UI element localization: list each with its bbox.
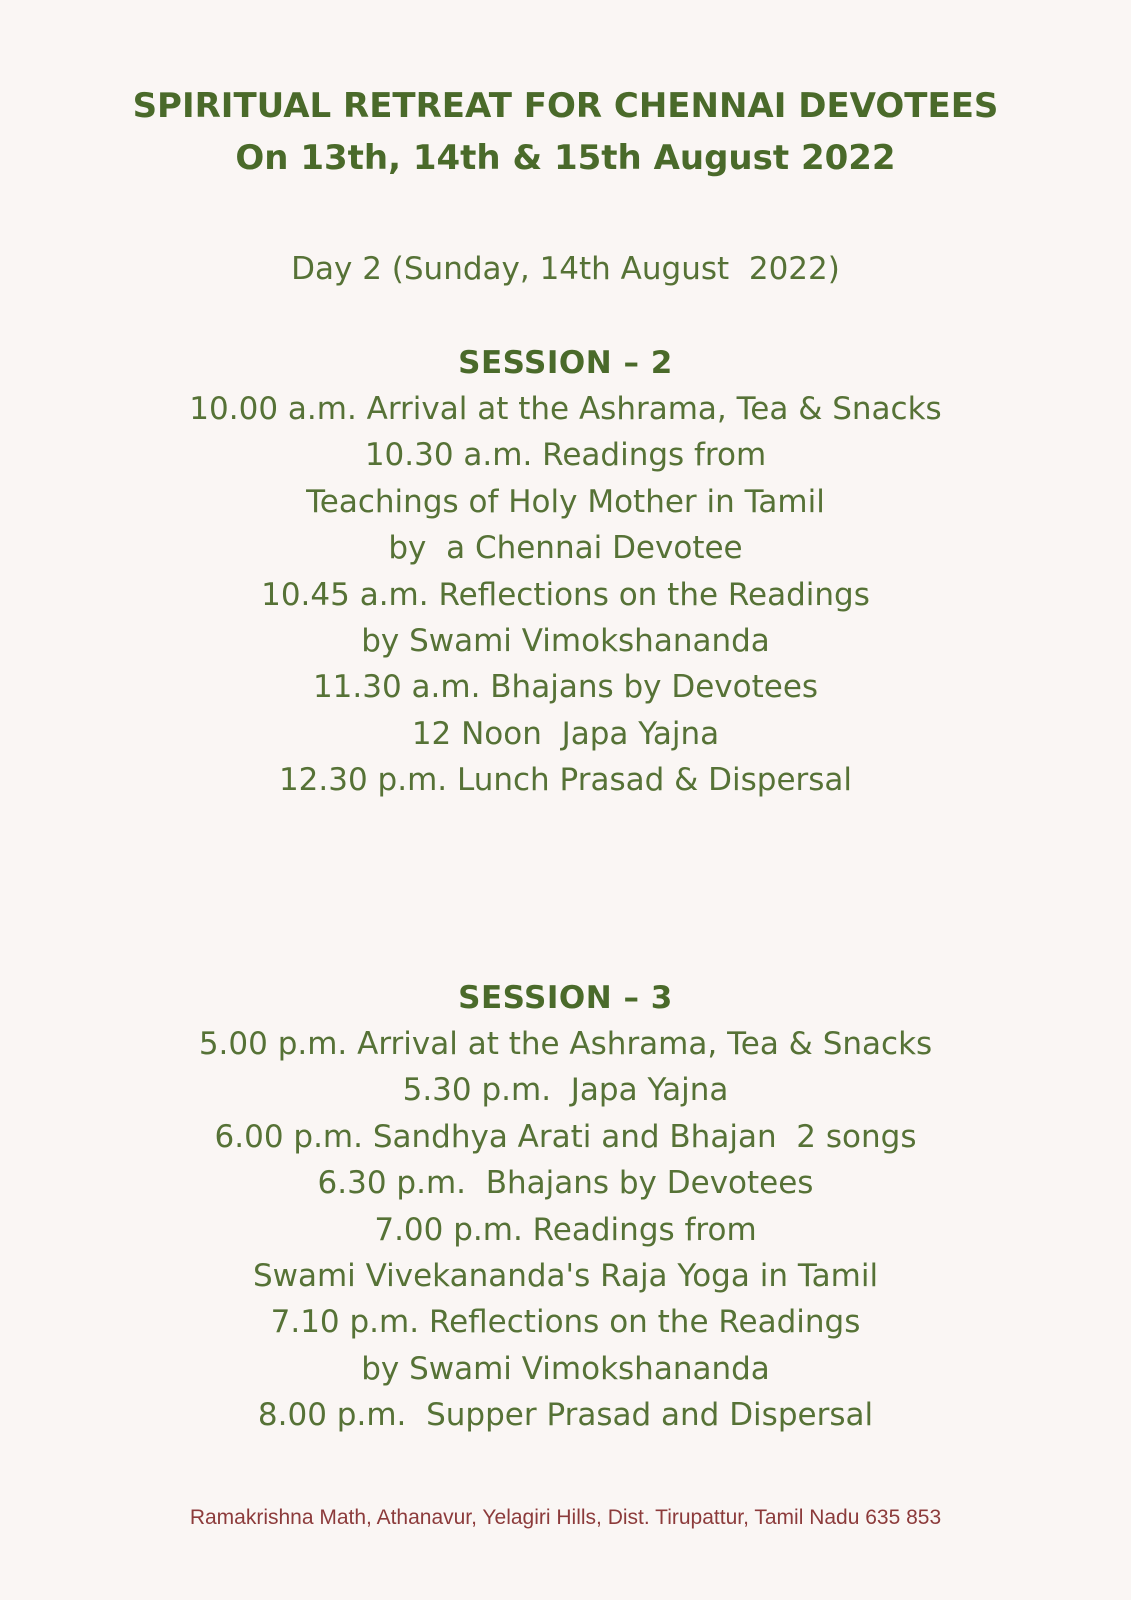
- schedule-line: 10.30 a.m. Readings from: [364, 437, 767, 474]
- schedule-line: 11.30 a.m. Bhajans by Devotees: [312, 669, 819, 706]
- schedule-line: by Swami Vimokshananda: [361, 623, 770, 660]
- page-title: SPIRITUAL RETREAT FOR CHENNAI DEVOTEES: [132, 86, 999, 126]
- schedule-line: 7.00 p.m. Readings from: [374, 1211, 757, 1248]
- session-2-heading: SESSION – 2: [458, 345, 673, 381]
- session-2-block: [0, 340, 1131, 804]
- schedule-line: by a Chennai Devotee: [388, 530, 743, 567]
- schedule-line: Teachings of Holy Mother in Tamil: [306, 483, 825, 520]
- schedule-line: Swami Vivekananda's Raja Yoga in Tamil: [252, 1258, 879, 1295]
- schedule-line: 6.00 p.m. Sandhya Arati and Bhajan 2 songs: [214, 1118, 917, 1155]
- schedule-line: 12 Noon Japa Yajna: [411, 715, 720, 752]
- schedule-line: 8.00 p.m. Supper Prasad and Dispersal: [257, 1397, 874, 1434]
- schedule-line: 10.00 a.m. Arrival at the Ashrama, Tea & Snacks: [189, 391, 942, 427]
- day-heading: Day 2 (Sunday, 14th August 2022): [291, 251, 840, 287]
- schedule-line: 12.30 p.m. Lunch Prasad & Dispersal: [278, 762, 853, 799]
- session-3-heading: SESSION – 3: [458, 980, 673, 1016]
- event-dates: On 13th, 14th & 15th August 2022: [235, 138, 896, 178]
- schedule-line: 10.45 a.m. Reflections on the Readings: [261, 576, 870, 613]
- footer-address: Ramakrishna Math, Athanavur, Yelagiri Hills, Dist. Tirupattur, Tamil Nadu 635 853: [189, 1506, 942, 1529]
- schedule-line: 7.10 p.m. Reflections on the Readings: [270, 1304, 861, 1341]
- session-3-block: [0, 975, 1131, 1439]
- schedule-line: 6.30 p.m. Bhajans by Devotees: [317, 1165, 814, 1202]
- schedule-line: by Swami Vimokshananda: [361, 1350, 770, 1387]
- schedule-line: 5.30 p.m. Japa Yajna: [402, 1072, 729, 1109]
- schedule-line: 5.00 p.m. Arrival at the Ashrama, Tea & Snacks: [198, 1026, 933, 1062]
